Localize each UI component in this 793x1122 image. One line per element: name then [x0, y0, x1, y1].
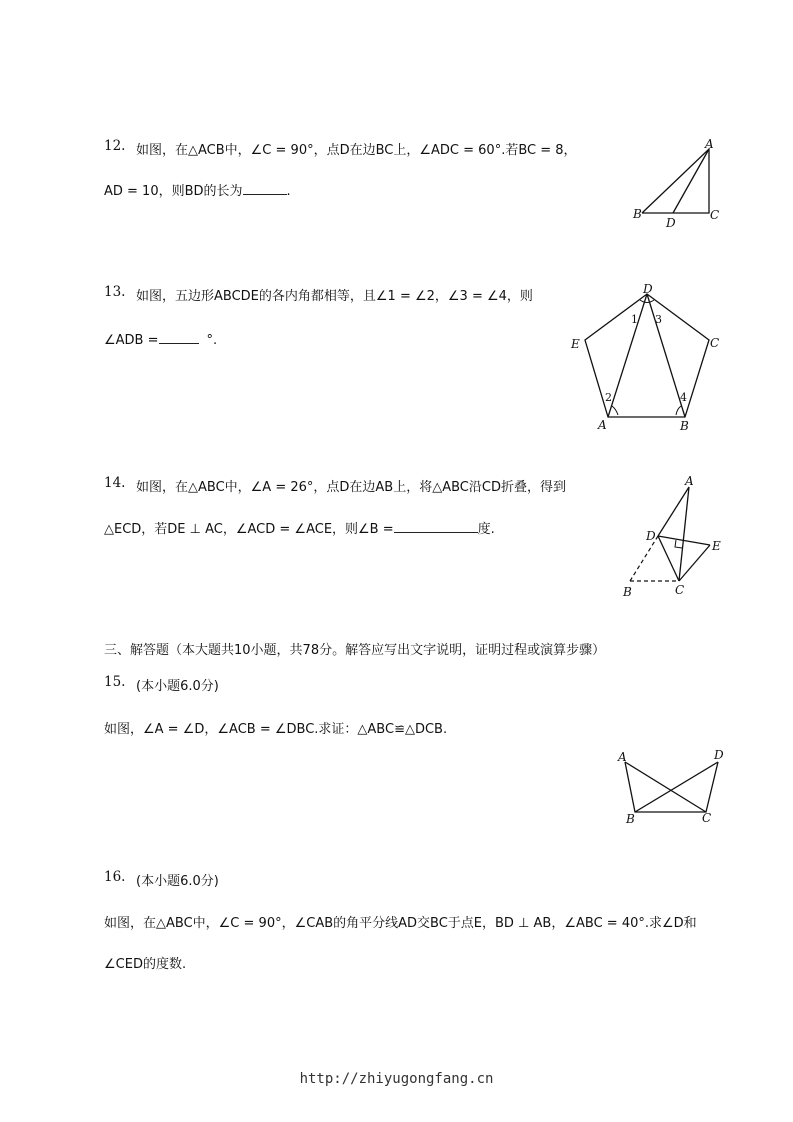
q15-label-a: A [618, 750, 627, 764]
q13-label-3: 3 [655, 313, 662, 326]
q14-answer-blank [394, 520, 478, 533]
q13-line2 [104, 331, 217, 348]
q15-text: 如图，∠A = ∠D，∠ACB = ∠DBC.求证：△ABC≌△DCB. [104, 722, 448, 737]
q13-label-d: D [643, 282, 653, 296]
q12-line2 [104, 180, 291, 199]
q13-angle-arc-a [612, 406, 618, 415]
q14-figure [615, 470, 735, 602]
q12-figure [625, 136, 725, 232]
q14-line2-end: 度. [477, 522, 495, 537]
q12-number: 12. [104, 138, 126, 154]
q13-line2-text: ∠ADB = [104, 333, 159, 348]
q13-angle-arc-d [640, 300, 654, 303]
q14-line2 [104, 518, 495, 537]
q15-score: (本小题6.0分) [136, 679, 219, 694]
q12-triangle-acb [642, 149, 709, 213]
q15-outline [625, 762, 718, 812]
q13-label-4: 4 [680, 391, 687, 404]
q13-angle-arc-b [676, 406, 681, 415]
q14-line1: 如图，在△ABC中，∠A = 26°，点D在边AB上，将△ABC沿CD折叠，得到 [136, 480, 566, 495]
q13-answer-blank [159, 331, 199, 344]
q15-label-b: B [626, 812, 635, 826]
q16-line1: 如图，在△ABC中，∠C = 90°，∠CAB的角平分线AD交BC于点E，BD ⊥ AB，∠ABC = 40°.求∠D和 [104, 916, 697, 931]
q12-line2-end: . [286, 184, 291, 199]
section-3-heading: 三、解答题（本大题共10小题，共78分。解答应写出文字说明，证明过程或演算步骤） [104, 643, 606, 658]
q13-label-2: 2 [605, 391, 612, 404]
q13-number: 13. [104, 284, 126, 300]
q12-label-d: D [666, 216, 676, 230]
q14-label-c: C [675, 583, 685, 597]
q12-segment-ad [673, 149, 709, 213]
q15-label-d: D [714, 748, 724, 762]
q15-figure [610, 745, 735, 830]
q14-label-a: A [685, 474, 694, 488]
q16-score: (本小题6.0分) [136, 874, 219, 889]
q15-number: 15. [104, 674, 126, 690]
q12-answer-blank [243, 182, 287, 195]
q12-line2-text: AD = 10，则BD的长为 [104, 184, 243, 199]
q15-segment-ac [625, 762, 706, 812]
q16-line2: ∠CED的度数. [104, 957, 187, 972]
q14-label-d: D [646, 529, 656, 543]
q13-line2-end: °. [206, 333, 218, 348]
q13-label-c: C [710, 336, 720, 350]
footer-url: http://zhiyugongfang.cn [299, 1071, 494, 1087]
q14-label-e: E [712, 539, 721, 553]
q13-label-a: A [598, 418, 607, 432]
q13-line1: 如图，五边形ABCDE的各内角都相等，且∠1 = ∠2，∠3 = ∠4，则 [136, 289, 533, 304]
q15-label-c: C [702, 811, 712, 825]
q13-pentagon [585, 294, 709, 417]
q13-segment-da [608, 294, 647, 417]
q13-label-1: 1 [631, 313, 638, 326]
q14-line2-text: △ECD，若DE ⊥ AC，∠ACD = ∠ACE，则∠B = [104, 522, 394, 537]
q15-segment-db [635, 762, 718, 812]
q14-segment-ec [679, 545, 710, 581]
q13-label-e: E [571, 337, 580, 351]
q13-label-b: B [680, 419, 689, 433]
q12-label-b: B [633, 207, 642, 221]
q13-figure [565, 280, 725, 435]
q14-number: 14. [104, 475, 126, 491]
q12-label-c: C [710, 208, 720, 222]
q14-right-angle-mark [675, 540, 682, 548]
q16-number: 16. [104, 869, 126, 885]
q12-label-a: A [705, 137, 714, 151]
q14-label-b: B [623, 585, 632, 599]
q12-line1: 如图，在△ACB中，∠C = 90°，点D在边BC上，∠ADC = 60°.若BC = 8， [136, 143, 577, 158]
